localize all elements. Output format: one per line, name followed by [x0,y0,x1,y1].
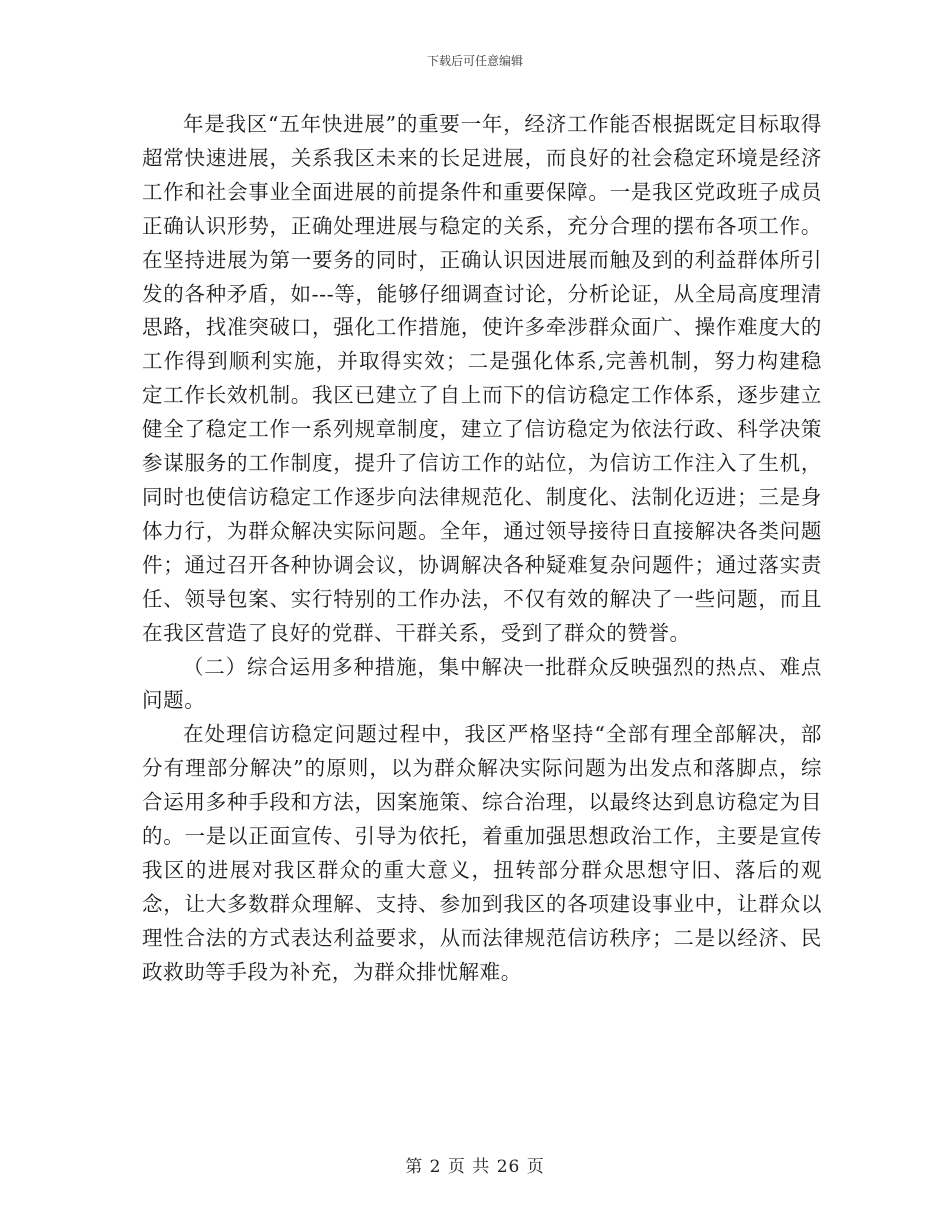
section-heading-two: （二）综合运用多种措施，集中解决一批群众反映强烈的热点、难点问题。 [142,654,822,713]
paragraph-petition-handling: 在处理信访稳定问题过程中，我区严格坚持“全部有理全部解决，部分有理部分解决”的原则，以为群众解决实际问题为出发点和落脚点，综合运用多种手段和方法，因案施策、综合治理，以最终达到息访稳定为目的。一是以正面宣传、引导为依托，着重加强思想政治工作，主要是宣传我区的进展对我区群众的重大意义，扭转部分群众思想守旧、落后的观念，让大多数群众理解、支持、参加到我区的各项建设事业中，让群众以理性合法的方式表达利益要求，从而法律规范信访秩序；二是以经济、民政救助等手段为补充，为群众排忧解难。 [142,722,822,984]
document-body [142,108,822,990]
page-header: 下载后可任意编辑 [426,54,523,68]
page-number-footer: 第 2 页 共 26 页 [405,1157,545,1177]
paragraph-stability-work: 年是我区“五年快进展”的重要一年，经济工作能否根据既定目标取得超常快速进展，关系我区未来的长足进展，而良好的社会稳定环境是经济工作和社会事业全面进展的前提条件和重要保障。一是我区党政班子成员正确认识形势，正确处理进展与稳定的关系，充分合理的摆布各项工作。在坚持进展为第一要务的同时，正确认识因进展而触及到的利益群体所引发的各种矛盾，如---等，能够仔细调查讨论，分析论证，从全局高度理清思路，找准突破口，强化工作措施，使许多牵涉群众面广、操作难度大的工作得到顺利实施，并取得实效；二是强化体系,完善机制，努力构建稳定工作长效机制。我区已建立了自上而下的信访稳定工作体系，逐步建立健全了稳定工作一系列规章制度，建立了信访稳定为依法行政、科学决策参谋服务的工作制度，提升了信访工作的站位，为信访工作注入了生机，同时也使信访稳定工作逐步向法律规范化、制度化、法制化迈进；三是身体力行，为群众解决实际问题。全年，通过领导接待日直接解决各类问题件；通过召开各种协调会议，协调解决各种疑难复杂问题件；通过落实责任、领导包案、实行特别的工作办法，不仅有效的解决了一些问题，而且在我区营造了良好的党群、干群关系，受到了群众的赞誉。 [142,112,822,645]
